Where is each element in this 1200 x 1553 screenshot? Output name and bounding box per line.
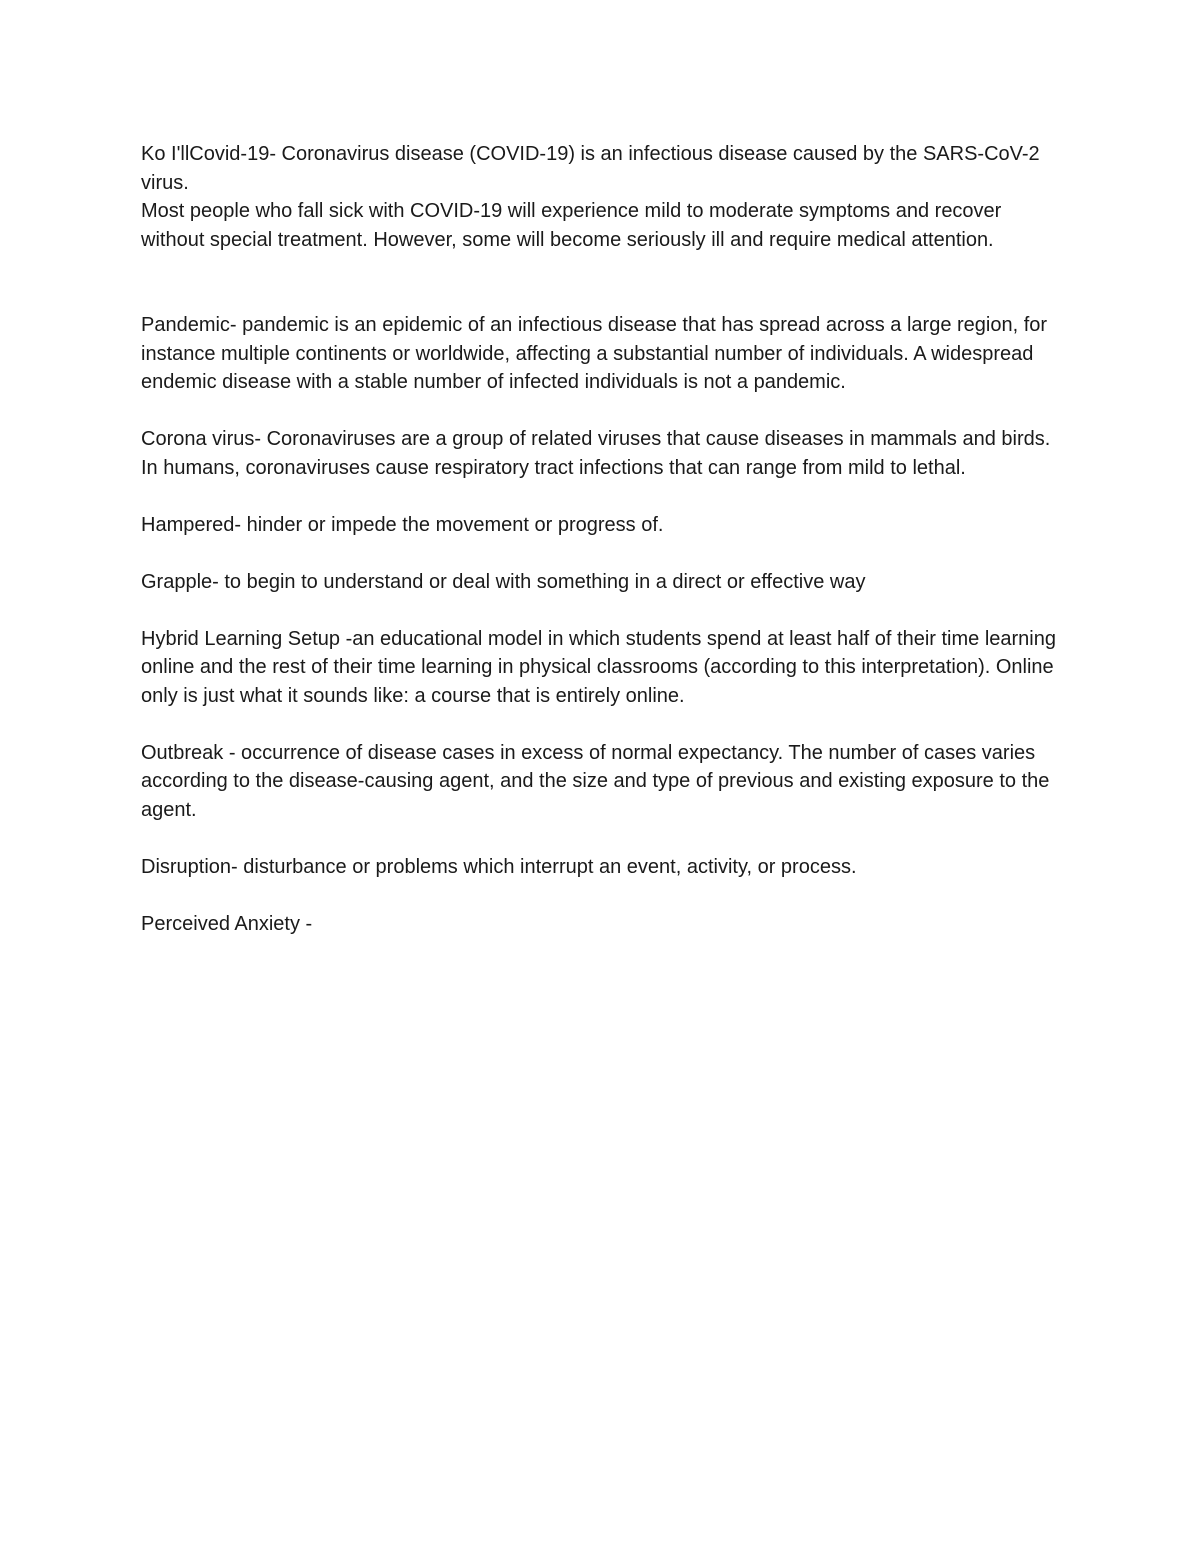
paragraph-spacer xyxy=(141,482,1061,511)
document-body xyxy=(141,140,1061,938)
paragraph-outbreak: Outbreak - occurrence of disease cases in excess of normal expectancy. The number of cases varies according to the disease-causing agent, and the size and type of previous and existing exposure to the agent. xyxy=(141,741,1050,821)
paragraph-spacer xyxy=(141,596,1061,625)
paragraph-spacer xyxy=(141,824,1061,853)
paragraph-grapple: Grapple- to begin to understand or deal with something in a direct or effective way xyxy=(141,570,866,593)
paragraph-spacer xyxy=(141,539,1061,568)
paragraph-hampered: Hampered- hinder or impede the movement or progress of. xyxy=(141,513,664,536)
paragraph-covid19-symptoms: Most people who fall sick with COVID-19 will experience mild to moderate symptoms and recover without special treatment. However, some will become seriously ill and require medical attention. xyxy=(141,200,1002,251)
paragraph-covid19: Ko I'llCovid-19- Coronavirus disease (COVID-19) is an infectious disease caused by the SARS-CoV-2 virus. xyxy=(141,143,1040,194)
paragraph-disruption: Disruption- disturbance or problems which interrupt an event, activity, or process. xyxy=(141,855,857,878)
paragraph-hybrid-learning: Hybrid Learning Setup -an educational model in which students spend at least half of their time learning online and the rest of their time learning in physical classrooms (according to this interpretation). Online only is just what it sounds like: a course that is entirely online. xyxy=(141,627,1056,707)
paragraph-spacer xyxy=(141,710,1061,739)
paragraph-pandemic: Pandemic- pandemic is an epidemic of an infectious disease that has spread across a large region, for instance multiple continents or worldwide, affecting a substantial number of individuals. A widespread endemic disease with a stable number of infected individuals is not a pandemic. xyxy=(141,314,1048,393)
paragraph-spacer xyxy=(141,397,1061,426)
paragraph-spacer xyxy=(141,881,1061,910)
paragraph-corona-virus: Corona virus- Coronaviruses are a group of related viruses that cause diseases in mammals and birds. In humans, coronaviruses cause respiratory tract infections that can range from mild to lethal. xyxy=(141,428,1051,479)
paragraph-perceived-anxiety: Perceived Anxiety - xyxy=(141,912,313,935)
paragraph-spacer xyxy=(141,254,1061,311)
